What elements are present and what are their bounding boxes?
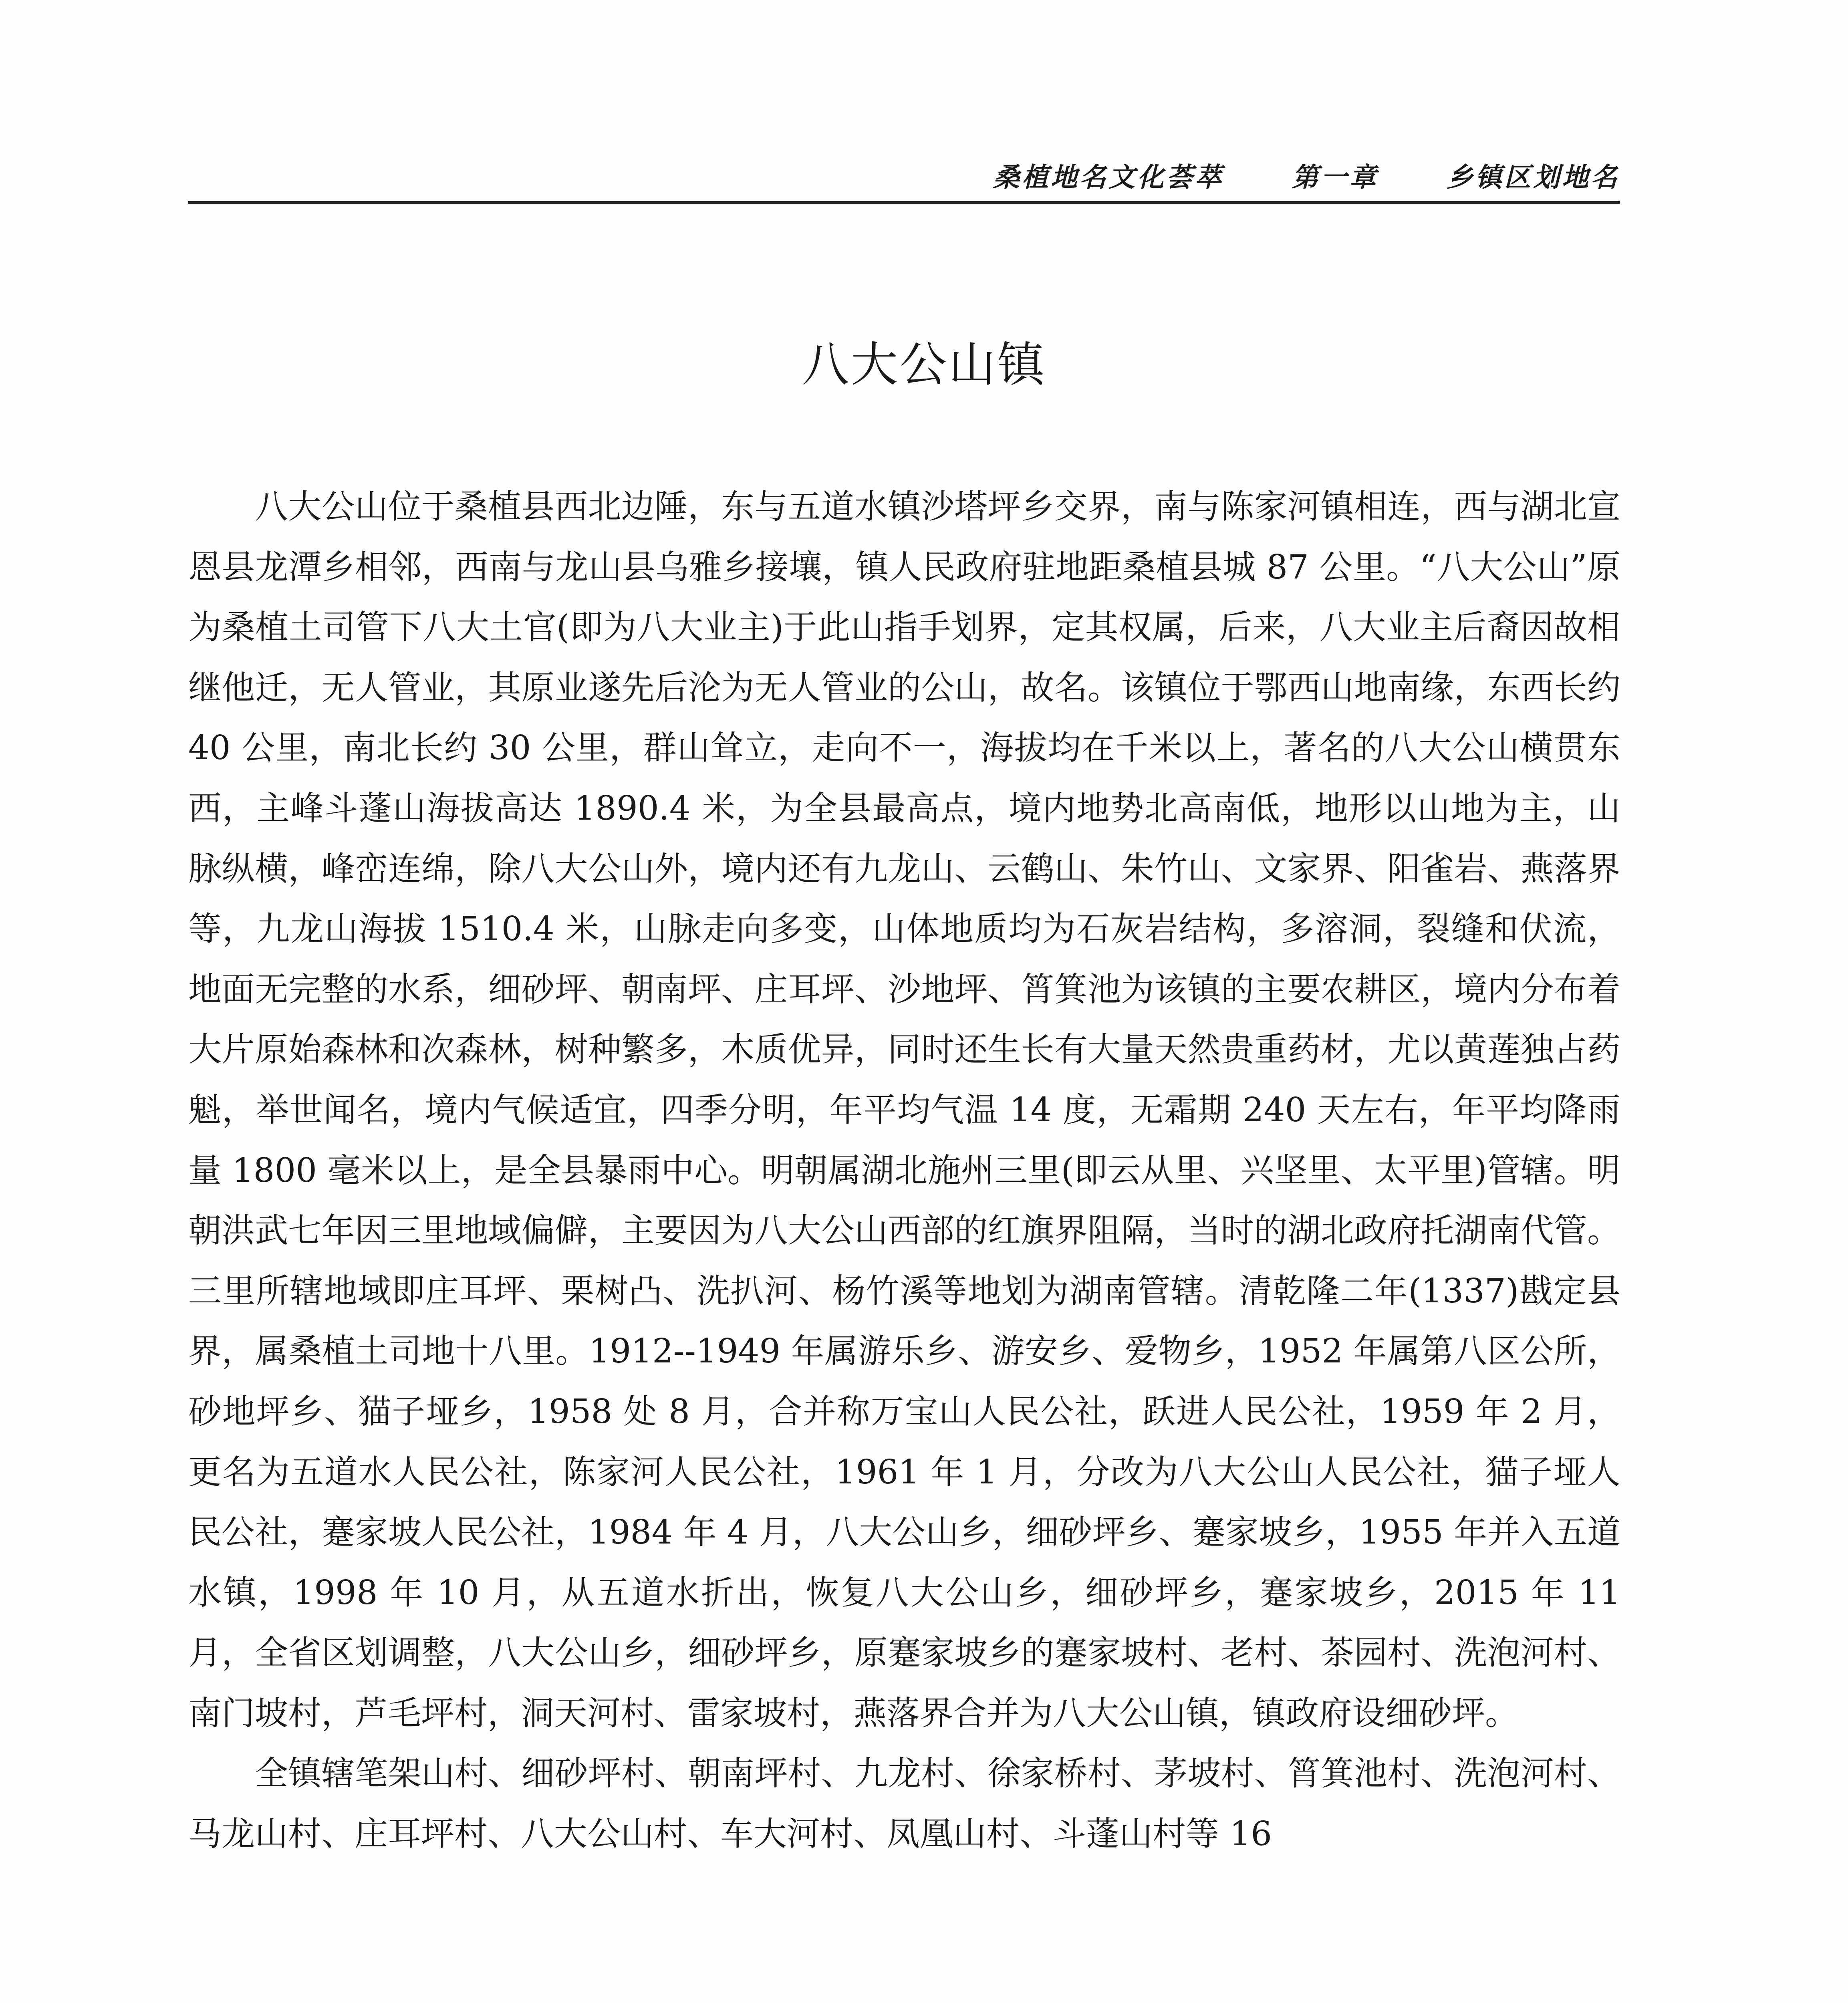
paragraph-2: 全镇辖笔架山村、细砂坪村、朝南坪村、九龙村、徐家桥村、茅坡村、筲箕池村、洗泡河村、马龙山村、庄耳坪村、八大公山村、车大河村、凤凰山村、斗蓬山村等 16 xyxy=(188,1754,1620,1854)
header-book-title: 桑植地名文化荟萃 xyxy=(993,162,1224,193)
header-section: 乡镇区划地名 xyxy=(1447,162,1620,193)
page-title: 八大公山镇 xyxy=(802,337,1046,392)
paragraph-1: 八大公山位于桑植县西北边陲，东与五道水镇沙塔坪乡交界，南与陈家河镇相连，西与湖北宣恩县龙潭乡相邻，西南与龙山县乌雅乡接壤，镇人民政府驻地距桑植县城 87 公里。“八大公山”原为桑植土司管下八大土官(即为八大业主)于此山指手划界，定其权属，后来，八大业主后裔因故相继他迁，无人管业，其原业遂先后沦为无人管业的公山，故名。该镇位于鄂西山地南缘，东西长约 40 公里，南北长约 30 公里，群山耸立，走向不一，海拔均在千米以上，著名的八大公山横贯东西，主峰斗蓬山海拔高达 1890.4 米，为全县最高点，境内地势北高南低，地形以山地为主，山脉纵横，峰峦连绵，除八大公山外，境内还有九龙山、云鹤山、朱竹山、文家界、阳雀岩、燕落界等，九龙山海拔 1510.4 米，山脉走向多变，山体地质均为石灰岩结构，多溶洞，裂缝和伏流，地面无完整的水系，细砂坪、朝南坪、庄耳坪、沙地坪、筲箕池为该镇的主要农耕区，境内分布着大片原始森林和次森林，树种繁多，木质优异，同时还生长有大量天然贵重药材，尤以黄莲独占药魁，举世闻名，境内气候适宜，四季分明，年平均气温 14 度，无霜期 240 天左右，年平均降雨量 1800 毫米以上，是全县暴雨中心。明朝属湖北施州三里(即云从里、兴坚里、太平里)管辖。明朝洪武七年因三里地域偏僻，主要因为八大公山西部的红旗界阻隔，当时的湖北政府托湖南代管。三里所辖地域即庄耳坪、栗树凸、洗扒河、杨竹溪等地划为湖南管辖。清乾隆二年(1337)戡定县界，属桑植土司地十八里。1912--1949 年属游乐乡、游安乡、爱物乡，1952 年属第八区公所，砂地坪乡、猫子垭乡，1958 处 8 月，合并称万宝山人民公社，跃进人民公社，1959 年 2 月，更名为五道水人民公社，陈家河人民公社，1961 年 1 月，分改为八大公山人民公社，猫子垭人民公社，蹇家坡人民公社，1984 年 4 月，八大公山乡，细砂坪乡、蹇家坡乡，1955 年并入五道水镇，1998 年 10 月，从五道水折出，恢复八大公山乡，细砂坪乡，蹇家坡乡，2015 年 11 月，全省区划调整，八大公山乡，细砂坪乡，原蹇家坡乡的蹇家坡村、老村、茶园村、洗泡河村、南门坡村，芦毛坪村，洞天河村、雷家坡村，燕落界合并为八大公山镇，镇政府设细砂坪。 xyxy=(188,487,1620,1733)
header-chapter: 第一章 xyxy=(1292,162,1378,193)
body-text xyxy=(188,477,1620,1864)
running-header xyxy=(188,148,1620,204)
